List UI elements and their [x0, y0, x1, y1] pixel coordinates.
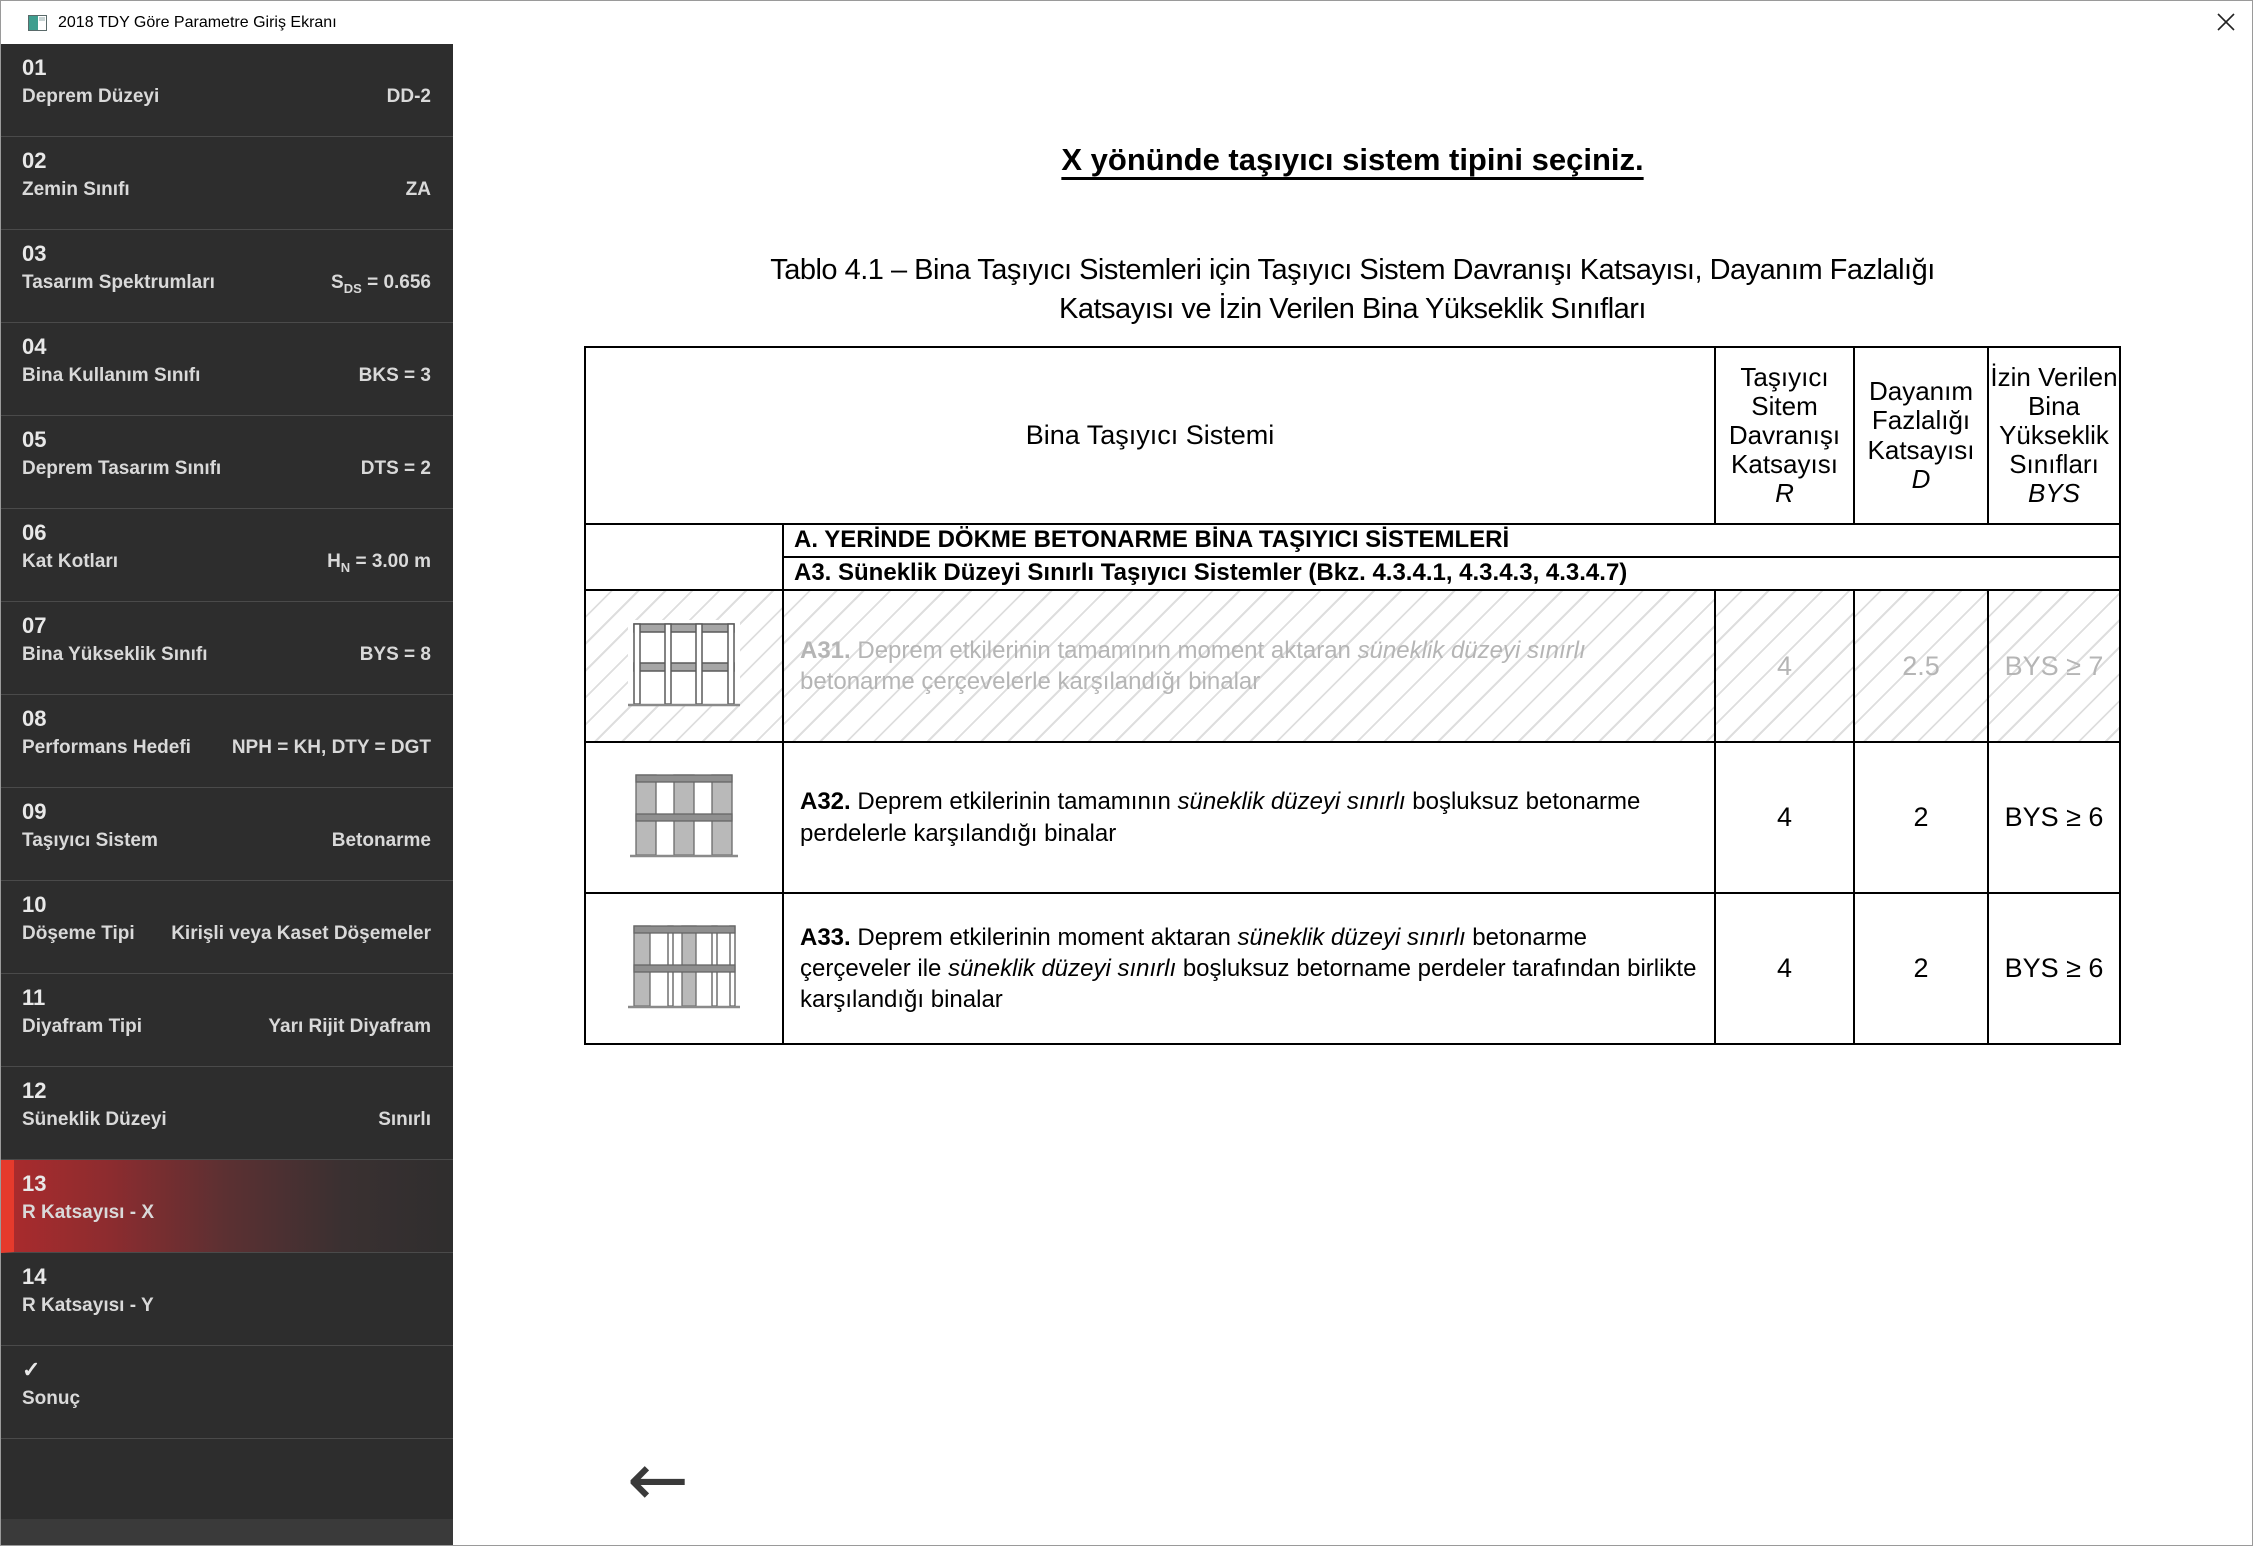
back-arrow-icon[interactable]: ← — [627, 1437, 690, 1523]
item-label: Kat Kotları — [22, 551, 119, 572]
item-label: Diyafram Tipi — [22, 1016, 143, 1037]
sidebar-item-r-katsayisi-y[interactable] — [1, 1253, 453, 1346]
system-type-table — [584, 346, 2121, 1045]
section-a3-header: A3. Süneklik Düzeyi Sınırlı Taşıyıcı Sistemler (Bkz. 4.3.4.1, 4.3.4.3, 4.3.4.7) — [783, 557, 2120, 590]
item-number: 08 — [22, 706, 47, 731]
sidebar-item-deprem-duzeyi[interactable] — [1, 44, 453, 137]
section-empty-cell — [585, 524, 783, 590]
item-label: Tasarım Spektrumları — [22, 272, 215, 293]
item-label: Bina Kullanım Sınıfı — [22, 365, 201, 386]
item-number: 13 — [22, 1171, 47, 1196]
item-value: DTS = 2 — [360, 458, 431, 479]
window-titlebar — [1, 1, 2252, 44]
a32-bys-value: BYS ≥ 6 — [1988, 742, 2120, 893]
item-value: Sınırlı — [378, 1109, 431, 1130]
table-row-a32[interactable] — [585, 742, 2120, 893]
item-label: Taşıyıcı Sistem — [22, 830, 158, 851]
item-label: Zemin Sınıfı — [22, 179, 130, 200]
item-number: 11 — [22, 985, 46, 1010]
item-value: $H_N = 3.00$ m — [327, 551, 431, 575]
item-value: Yarı Rijit Diyafram — [268, 1016, 431, 1037]
col-header-bys: İzin Verilen Bina Yükseklik Sınıfları BYS — [1988, 347, 2120, 524]
item-label: R Katsayısı - Y — [22, 1295, 154, 1316]
table-caption-line1: Tablo 4.1 – Bina Taşıyıcı Sistemleri için Taşıyıcı Sistem Davranışı Katsayısı, Dayanım Fazlalığı — [770, 254, 1935, 286]
sidebar-item-doseme-tipi[interactable] — [1, 881, 453, 974]
sidebar-item-suneklik-duzeyi[interactable] — [1, 1067, 453, 1160]
item-value: NPH = KH, DTY = DGT — [231, 737, 431, 758]
item-value: $S_{DS} = 0.656$ — [331, 272, 431, 296]
item-label: R Katsayısı - X — [22, 1202, 154, 1223]
sidebar-item-diyafram-tipi[interactable] — [1, 974, 453, 1067]
a33-description: A33. Deprem etkilerinin moment aktaran süneklik düzeyi sınırlı betonarme çerçeveler ile süneklik düzeyi sınırlı boşluksuz betorname perdeler tarafından birlikte karşılandığı binalar — [783, 893, 1715, 1044]
a33-icon-cell — [585, 893, 783, 1044]
a32-r-value: 4 — [1715, 742, 1854, 893]
section-row-a3 — [585, 557, 2120, 590]
item-number: 03 — [22, 241, 47, 266]
item-label: Deprem Tasarım Sınıfı — [22, 458, 222, 479]
item-number: 01 — [22, 55, 47, 80]
item-number: 04 — [22, 334, 47, 359]
sidebar-item-bina-yukseklik-sinifi[interactable] — [1, 602, 453, 695]
wall-building-icon — [624, 767, 744, 863]
item-number: 05 — [22, 427, 47, 452]
sidebar-item-tasiyici-sistem[interactable] — [1, 788, 453, 881]
sidebar-item-kat-kotlari[interactable] — [1, 509, 453, 602]
table-row-a33[interactable] — [585, 893, 2120, 1044]
a31-icon-cell — [585, 590, 783, 742]
item-number: 12 — [22, 1078, 47, 1103]
col-header-r: Taşıyıcı Sitem Davranışı Katsayısı R — [1715, 347, 1854, 524]
sidebar-item-zemin-sinifi[interactable] — [1, 137, 453, 230]
window-title: 2018 TDY Göre Parametre Giriş Ekranı — [58, 13, 337, 31]
item-number: 14 — [22, 1264, 47, 1289]
checkmark-icon: ✓ — [22, 1357, 41, 1382]
item-number: 07 — [22, 613, 47, 638]
section-a-header: A. YERİNDE DÖKME BETONARME BİNA TAŞIYICI SİSTEMLERİ — [783, 524, 2120, 557]
table-caption-line2: Katsayısı ve İzin Verilen Bina Yükseklik Sınıfları — [1059, 293, 1646, 326]
col-header-d: Dayanım Fazlalığı Katsayısı D — [1854, 347, 1988, 524]
a31-description: A31. Deprem etkilerinin tamamının moment aktaran süneklik düzeyi sınırlı betonarme çerçevelerle karşılandığı binalar — [783, 590, 1715, 742]
item-label: Süneklik Düzeyi — [22, 1109, 167, 1130]
a32-description: A32. Deprem etkilerinin tamamının süneklik düzeyi sınırlı boşluksuz betonarme perdelerle karşılandığı binalar — [783, 742, 1715, 893]
item-number: 10 — [22, 892, 47, 917]
sidebar-item-tasarim-spektrumlari[interactable] — [1, 230, 453, 323]
item-value: DD-2 — [386, 86, 431, 107]
item-label: Döşeme Tipi — [22, 923, 135, 944]
sidebar-item-bina-kullanim-sinifi[interactable] — [1, 323, 453, 416]
a33-bys-value: BYS ≥ 6 — [1988, 893, 2120, 1044]
a31-bys-value: BYS ≥ 7 — [1988, 590, 2120, 742]
table-caption — [453, 251, 2252, 329]
sidebar-item-sonuc[interactable] — [1, 1346, 453, 1439]
a32-d-value: 2 — [1854, 742, 1988, 893]
item-number: 06 — [22, 520, 47, 545]
sidebar-item-performans-hedefi[interactable] — [1, 695, 453, 788]
table-row-a31 — [585, 590, 2120, 742]
a32-icon-cell — [585, 742, 783, 893]
item-label: Deprem Düzeyi — [22, 86, 160, 107]
sidebar — [1, 44, 453, 1545]
item-value: ZA — [405, 179, 431, 200]
frame-building-icon — [624, 616, 744, 712]
item-value: BYS = 8 — [359, 644, 431, 665]
item-label: Bina Yükseklik Sınıfı — [22, 644, 208, 665]
a33-d-value: 2 — [1854, 893, 1988, 1044]
section-row-a — [585, 524, 2120, 557]
sidebar-bottom-strip — [1, 1519, 453, 1545]
item-value: Betonarme — [331, 830, 431, 851]
app-icon — [28, 15, 47, 31]
item-value: BKS = 3 — [358, 365, 431, 386]
item-value: Kirişli veya Kaset Döşemeler — [171, 923, 431, 944]
a31-r-value: 4 — [1715, 590, 1854, 742]
a31-d-value: 2.5 — [1854, 590, 1988, 742]
sidebar-item-deprem-tasarim-sinifi[interactable] — [1, 416, 453, 509]
item-number: 09 — [22, 799, 47, 824]
item-number: 02 — [22, 148, 47, 173]
table-header-row — [585, 347, 2120, 524]
page-title: X yönünde taşıyıcı sistem tipini seçiniz. — [1061, 142, 1644, 177]
item-label: Sonuç — [22, 1388, 81, 1409]
item-label: Performans Hedefi — [22, 737, 191, 758]
a33-r-value: 4 — [1715, 893, 1854, 1044]
wall-frame-building-icon — [624, 918, 744, 1014]
close-icon[interactable] — [2214, 10, 2238, 34]
sidebar-item-r-katsayisi-x[interactable] — [1, 1160, 453, 1253]
col-header-system: Bina Taşıyıcı Sistemi — [585, 347, 1715, 524]
